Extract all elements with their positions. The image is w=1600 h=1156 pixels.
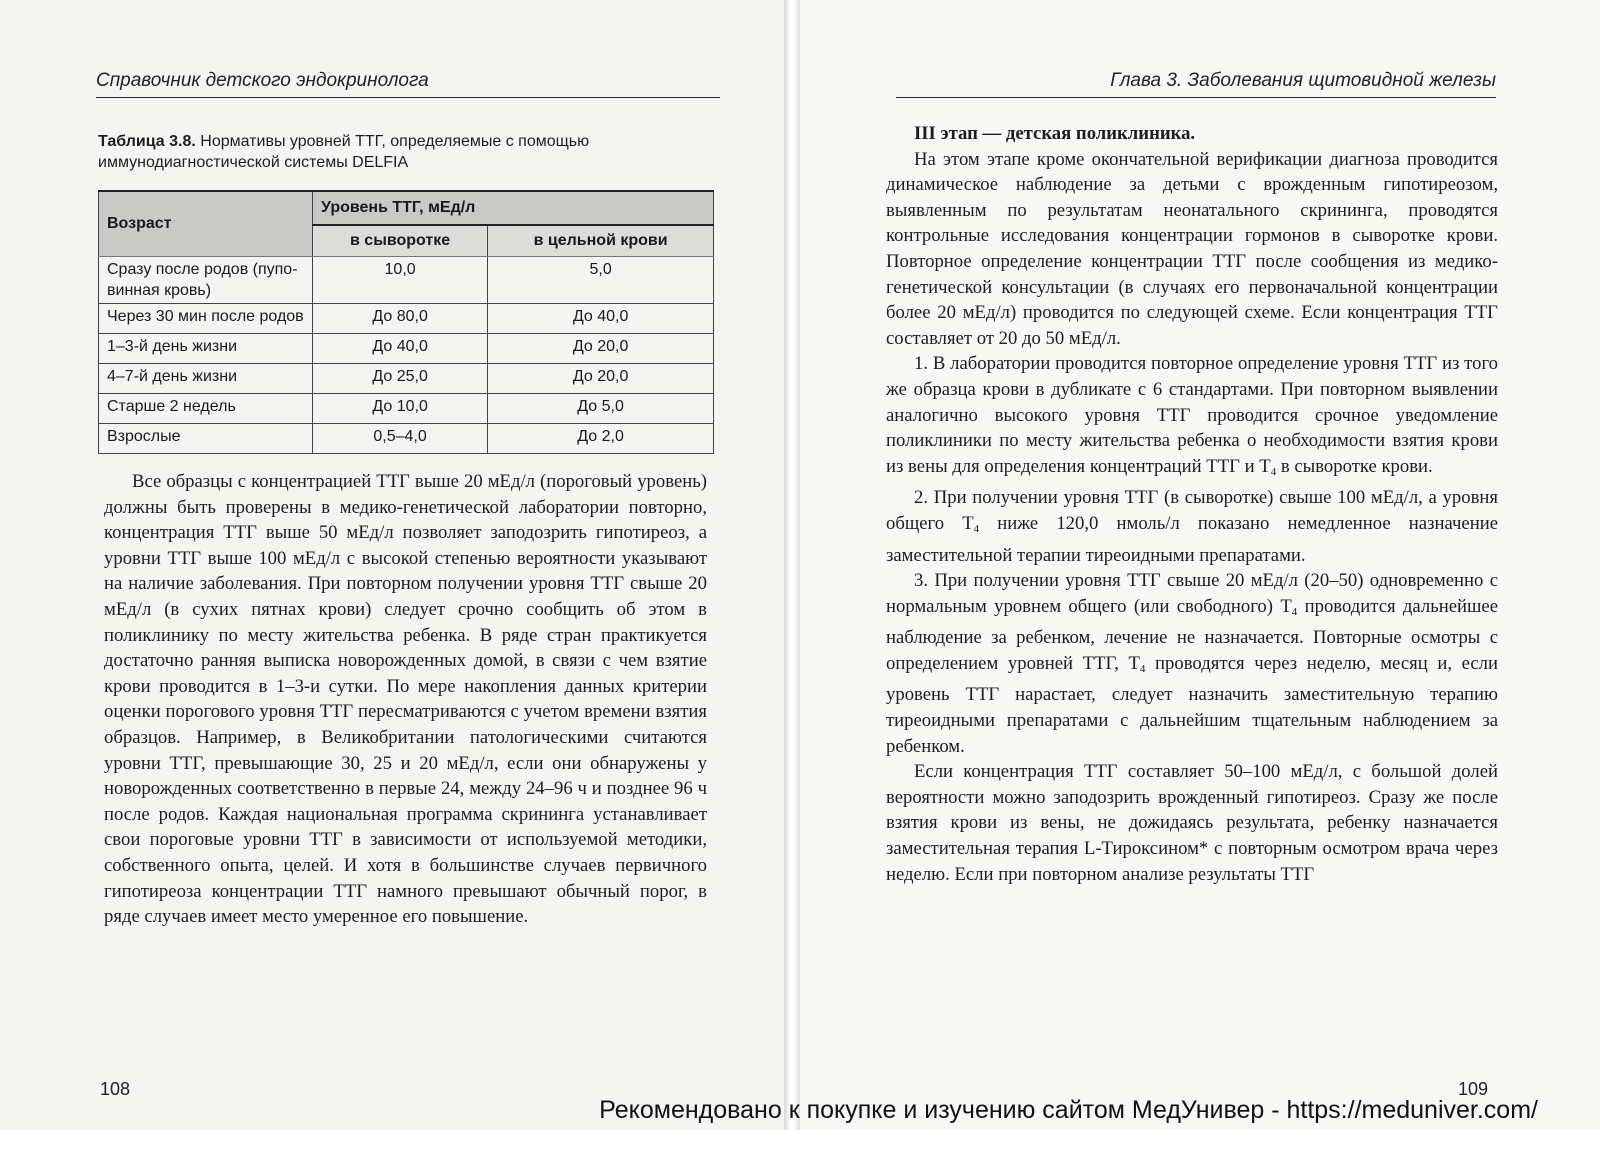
table-caption-text: Нормативы уровней ТТГ, определяемые с помощью <box>200 133 590 150</box>
table-row <box>99 304 714 334</box>
page-number: 109 <box>1458 1079 1489 1099</box>
paragraph: Все образцы с концентрацией ТТГ выше 20 мЕд/л (пороговый уровень) должны быть проверены в медико-генетической лаборатории повторно, концентрация ТТГ выше 50 мЕд/л позволяет заподозрить гипотиреоз, а уровни ТТГ выше 100 мЕд/л с высокой степенью вероятности указывают на наличие заболевания. При повторном получении уровня ТТГ свыше 20 мЕд/л (в сухих пятнах крови) следует срочно сообщить об этом в поликлинику по месту жительства ребенка. В ряде стран практикуется достаточно ранняя выписка новорожденных домой, в связи с чем взятие крови проводится в 1–3-и сутки. По мере накопления данных критерии оценки порогового уровня ТТГ пересматриваются с учетом времени взятия образцов. Например, в Великобритании патологическими считаются уровни ТТГ, превышающие 30, 25 и 20 мЕд/л, если они обнаружены у новорожденных соответственно в первые 24, между 24–96 ч и позднее 96 ч после родов. Каждая национальная программа скрининга устанавливает свои пороговые уровни ТТГ в зависимости от используемой методики, собственного опыта, целей. И хотя в большинстве случаев первичного гипотиреоза концентрации ТТГ намного превышают обычный порог, в ряде случаев имеет место умеренное его повышение. <box>104 471 707 928</box>
blood-cell: До 20,0 <box>488 364 714 394</box>
table-caption-text-2: иммунодиагностической системы DELFIA <box>98 154 409 171</box>
left-page <box>0 0 784 1130</box>
running-head: Справочник детского эндокринолога <box>96 70 429 91</box>
table-row <box>99 424 714 454</box>
table-row <box>99 257 714 304</box>
header-rule <box>896 97 1496 98</box>
column-header-age: Возраст <box>99 191 313 257</box>
serum-cell: До 10,0 <box>313 394 488 424</box>
age-cell: Взрослые <box>99 424 313 454</box>
paragraph: 1. В лаборатории проводится повторное определение уровня ТТГ из того же образца крови в дубликате с 6 стандартами. При повторном выявлении аналогично высокого уровня ТТГ проводится срочное уведомление поликлиники по месту жительства ребенка о необходимости взятия крови из вены для определения концентраций ТТГ и $Т_4$ в сыворотке крови. <box>886 353 1498 478</box>
table-caption-label: Таблица 3.8. <box>98 133 196 150</box>
paragraph: Если концентрация ТТГ составляет 50–100 мЕд/л, с большой долей вероятности можно заподозрить врожденный гипотиреоз. Сразу же после взятия крови из вены, не дожидаясь результата, ребенку назначается заместительная терапия L-Тироксином* с повторным осмотром врача через неделю. Если при повторном анализе результаты ТТГ <box>886 761 1498 885</box>
table-caption <box>98 131 718 173</box>
table-row <box>99 364 714 394</box>
column-header-tsh: Уровень ТТГ, мЕд/л <box>313 191 714 225</box>
blood-cell: До 2,0 <box>488 424 714 454</box>
age-cell: Сразу после родов (пупо- винная кровь) <box>99 257 313 304</box>
table-row <box>99 334 714 364</box>
serum-cell: До 80,0 <box>313 304 488 334</box>
paragraph: 3. При получении уровня ТТГ свыше 20 мЕд/л (20–50) одновременно с нормальным уровнем общего (или свободного) $Т_4$ проводится дальнейшее наблюдение за ребенком, лечение не назначается. Повторные осмотры с определением уровней ТТГ, $Т_4$ проводятся через неделю, месяц и, если уровень ТТГ нарастает, следует назначить заместительную терапию тиреоидными препаратами с дальнейшим тщательным наблюдением за ребенком. <box>886 570 1499 757</box>
age-cell: 1–3-й день жизни <box>99 334 313 364</box>
paragraph: 2. При получении уровня ТТГ (в сыворотке) свыше 100 мЕд/л, а уровня общего $Т_4$ ниже 120,0 нмоль/л показано немедленное назначение заместительной терапии тиреоидными препаратами. <box>886 487 1498 566</box>
paragraph: На этом этапе кроме окончательной верификации диагноза проводится динамическое наблюдение за детьми с врожденным гипотиреозом, выявленным по результатам неонатального скрининга, проводятся контрольные исследования концентрации гормонов в сыворотке крови. Повторное определение концентрации ТТГ после сообщения из медико-генетической консультации (в случаях его первоначальной концентрации более 20 мЕд/л) проводится по следующей схеме. Если концентрация ТТГ составляет от 20 до 50 мЕд/л. <box>886 148 1498 349</box>
blood-cell: До 40,0 <box>488 304 714 334</box>
serum-cell: До 25,0 <box>313 364 488 394</box>
header-rule <box>96 97 720 98</box>
column-header-whole-blood: в цельной крови <box>488 225 714 257</box>
blood-cell: 5,0 <box>488 257 714 304</box>
footer-promo-text: Рекомендовано к покупке и изучению сайтом МедУнивер - https://meduniver.com/ <box>599 1096 1538 1124</box>
stage-heading: III этап — детская поликлиника. <box>914 123 1196 144</box>
right-page <box>800 0 1600 1130</box>
age-cell: Через 30 мин после родов <box>99 304 313 334</box>
column-header-serum: в сыворотке <box>313 225 488 257</box>
age-cell: Старше 2 недель <box>99 394 313 424</box>
age-cell: 4–7-й день жизни <box>99 364 313 394</box>
blood-cell: До 5,0 <box>488 394 714 424</box>
book-gutter <box>784 0 800 1130</box>
page-number: 108 <box>100 1079 131 1099</box>
blood-cell: До 20,0 <box>488 334 714 364</box>
serum-cell: До 40,0 <box>313 334 488 364</box>
running-head: Глава 3. Заболевания щитовидной железы <box>1110 70 1496 91</box>
body-text <box>104 469 707 930</box>
body-text <box>886 121 1498 887</box>
serum-cell: 0,5–4,0 <box>313 424 488 454</box>
table-row <box>99 394 714 424</box>
serum-cell: 10,0 <box>313 257 488 304</box>
tsh-norms-table <box>98 190 714 454</box>
